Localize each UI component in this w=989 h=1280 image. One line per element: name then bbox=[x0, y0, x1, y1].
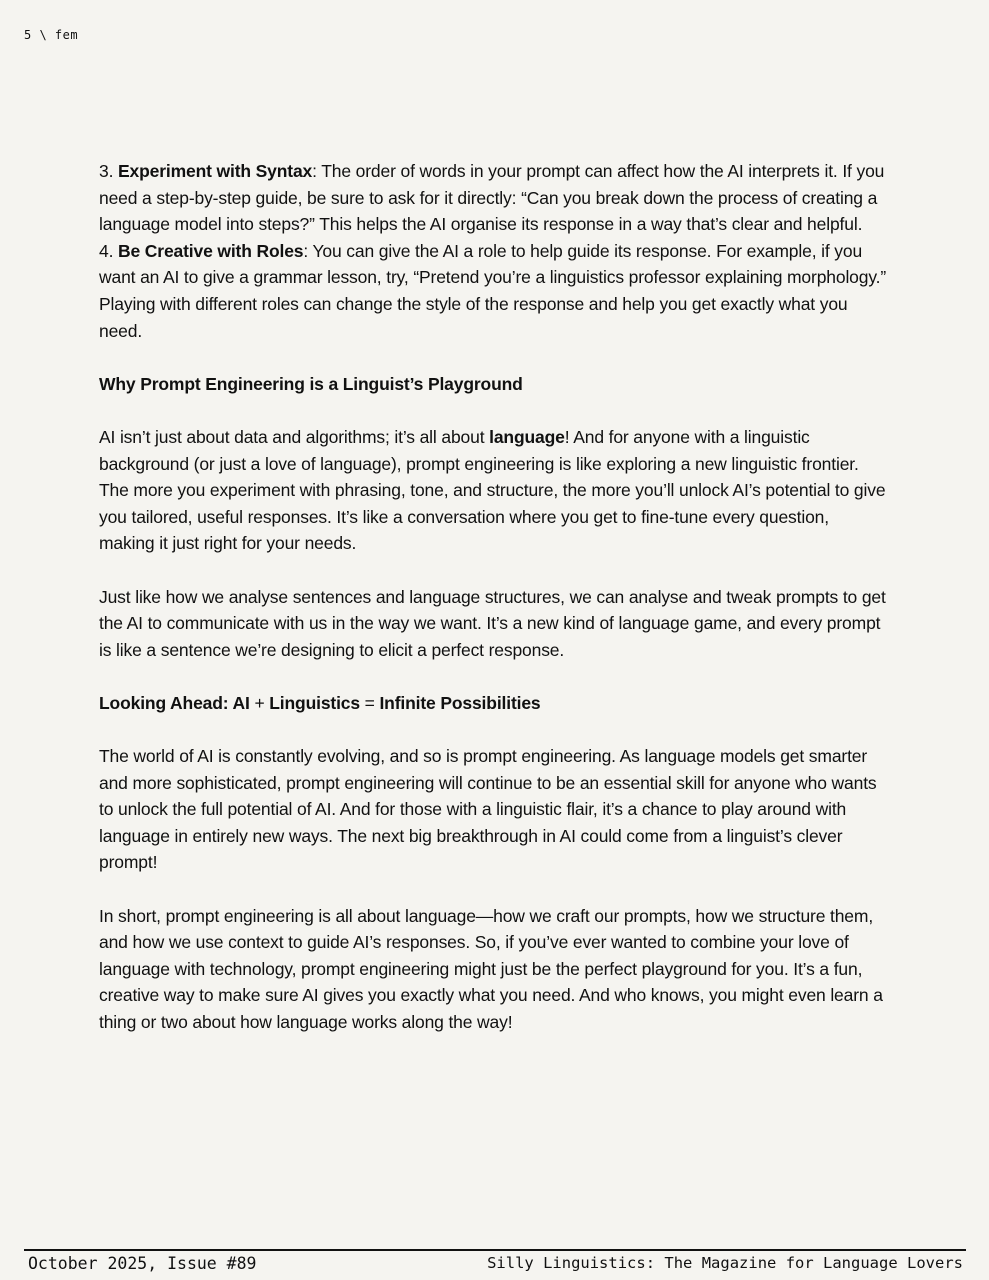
section-heading-playground: Why Prompt Engineering is a Linguist’s Playground bbox=[99, 373, 523, 394]
footer-issue: October 2025, Issue #89 bbox=[28, 1254, 257, 1273]
list-item-title: Be Creative with Roles bbox=[118, 240, 304, 261]
list-item-text: : The order of words in your prompt can affect how the AI interprets it. If you need a step-by-step guide, be sure to ask for it directly: “Can you break down the process of creating a language model into steps?” This helps the AI organise its response in a way that’s clear and helpful. bbox=[99, 161, 885, 235]
list-item-3 bbox=[99, 158, 889, 238]
list-item-title: Experiment with Syntax bbox=[118, 161, 313, 181]
paragraph: The world of AI is constantly evolving, and so is prompt engineering. As language models get smarter and more sophisticated, prompt engineering will continue to be an essential skill for anyone who wants to unlock the full potential of AI. And for those with a linguistic flair, it’s a chance to play around with language in entirely new ways. The next big breakthrough in AI could come from a linguist’s clever prompt! bbox=[99, 746, 877, 873]
list-number: 3. bbox=[99, 161, 114, 181]
footer-magazine-title: Silly Linguistics: The Magazine for Language Lovers bbox=[487, 1254, 963, 1272]
list-number: 4. bbox=[99, 240, 114, 261]
list-item-text: : You can give the AI a role to help guide its response. For example, if you want an AI to give a grammar lesson, try, “Pretend you’re a linguistics professor explaining morphology.” Playing with different roles can change the style of the response and help you get exactly what you need. bbox=[99, 240, 887, 341]
article-body bbox=[99, 158, 889, 1036]
list-item-4 bbox=[99, 238, 889, 344]
paragraph: AI isn’t just about data and algorithms; it’s all about language! And for anyone with a linguistic background (or just a love of language), prompt engineering is like exploring a new linguistic frontier. The more you experiment with phrasing, tone, and structure, the more you’ll unlock AI’s potential to give you tailored, useful responses. It’s like a conversation where you get to fine-tune every question, making it just right for your needs. bbox=[99, 426, 886, 554]
section-heading-looking-ahead: Looking Ahead: AI + Linguistics = Infinite Possibilities bbox=[99, 692, 541, 713]
page-number: 5 \ fem bbox=[24, 28, 79, 42]
footer-divider bbox=[24, 1249, 966, 1251]
paragraph: In short, prompt engineering is all about language—how we craft our prompts, how we structure them, and how we use context to guide AI’s responses. So, if you’ve ever wanted to combine your love of language with technology, prompt engineering might just be the perfect playground for you. It’s a fun, creative way to make sure AI gives you exactly what you need. And who knows, you might even learn a thing or two about how language works along the way! bbox=[99, 905, 883, 1032]
paragraph: Just like how we analyse sentences and language structures, we can analyse and tweak prompts to get the AI to communicate with us in the way we want. It’s a new kind of language game, and every prompt is like a sentence we’re designing to elicit a perfect response. bbox=[99, 586, 886, 660]
